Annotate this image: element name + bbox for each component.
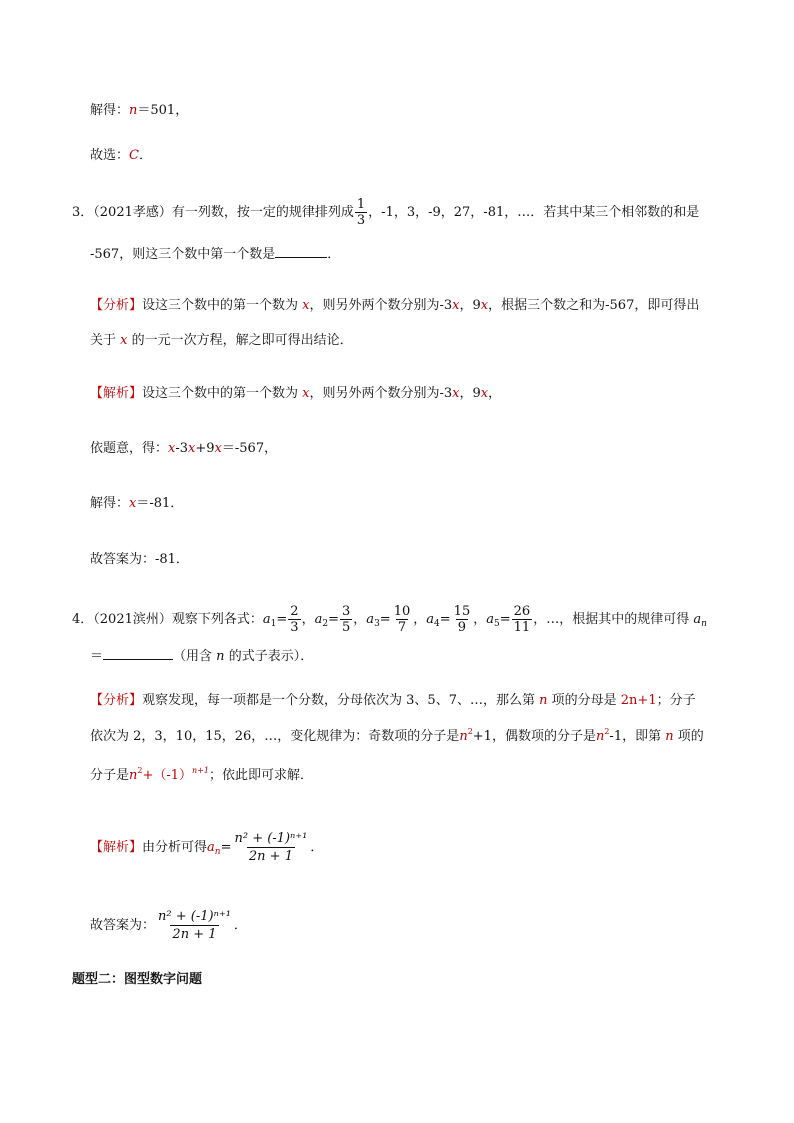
term-fraction	[452, 604, 473, 635]
fraction-denominator: 11	[513, 620, 531, 635]
solution-tag: 【解析】	[90, 840, 143, 855]
q4-analysis-line1: 【分析】观察发现，每一项都是一个分数，分母依次为 3、5、7、…，那么第 n 项的分母是 2n+1；分子	[90, 693, 696, 708]
term-fraction	[288, 604, 300, 635]
term-separator: ，	[353, 612, 367, 627]
analysis-tag: 【分析】	[90, 693, 143, 708]
fraction-denominator: 7	[397, 620, 407, 635]
question-3-stem: 3．（2021孝感）有一列数，按一定的规律排列成 $\frac{1}{3}$ ，-1，3，-9，27，-81，…．若其中某三个相邻数的和是	[72, 197, 700, 228]
term-separator: ，	[473, 612, 487, 627]
sequence-term	[426, 604, 473, 635]
q3-equation-line: 依题意，得：x-3x+9x＝-567，	[90, 441, 278, 456]
sequence-term	[486, 604, 533, 635]
term-symbol: a	[314, 612, 323, 627]
q3-analysis-line2: 关于 x 的一元一次方程，解之即可得出结论．	[90, 333, 353, 348]
term-symbol: a	[262, 612, 271, 627]
term-symbol: a	[486, 612, 494, 627]
analysis-tag: 【分析】	[90, 298, 143, 313]
solution-tag: 【解析】	[90, 386, 143, 401]
term-fraction	[392, 604, 413, 635]
answer-blank	[275, 243, 327, 258]
fraction-denominator: 3	[290, 620, 299, 635]
q4-solution-line: 【解析】由分析可得$a_n=$ $\frac{\text{n² + (-1)ⁿ⁺¹}}{2n + 1}$ ．	[90, 831, 324, 864]
equals-sign: =	[499, 612, 511, 627]
answer-fraction: $\frac{\text{n² + (-1)ⁿ⁺¹}}{2n + 1}$	[158, 909, 231, 942]
fraction-numerator: 10	[393, 604, 411, 619]
term-symbol: a	[366, 612, 375, 627]
equals-sign: =	[276, 612, 288, 627]
fraction-numerator: 2	[290, 604, 299, 619]
fraction-numerator: 15	[453, 604, 471, 619]
question-4-stem: 4．（2021滨州）观察下列各式：$a_1=$ $\frac{2}{3}$ ，$a_2=$ $\frac{3}{5}$ ，$a_3=$ $\frac{10}{7}$ ，$a_4=$ $\frac{15}{9}$ ，$a_5=$ $\frac{26}{11}$ ，…，根据其中的规律可得 $a_n$	[72, 604, 707, 635]
sequence-term	[366, 604, 413, 635]
question-4-stem-line2: ＝ （用含 n 的式子表示）．	[90, 645, 313, 667]
equals-sign: =	[328, 612, 339, 627]
solve-line-top: 解得：n＝501，	[90, 103, 189, 118]
sequence-term	[262, 604, 302, 635]
equals-sign: =	[439, 612, 451, 627]
q4-analysis-line2: 依次为 2，3，10，15，26，…，变化规律为：奇数项的分子是$n^2+1$，偶数项的分子是$n^2-1$，即第 n 项的	[90, 727, 704, 744]
term-fraction	[512, 604, 533, 635]
fraction-denominator: 5	[342, 620, 351, 635]
section-title: 题型二：图型数字问题	[72, 972, 203, 987]
q4-analysis-line3: 分子是$n^2+(-1)^{n+1}$；依此即可求解．	[90, 766, 314, 783]
answer-blank	[103, 645, 173, 660]
term-separator: ，	[413, 612, 427, 627]
term-fraction	[340, 604, 352, 635]
term-subscript: 5	[494, 619, 500, 629]
fraction-numerator: 3	[342, 604, 351, 619]
q4-answer-line: 故答案为： $\frac{\text{n² + (-1)ⁿ⁺¹}}{2n + 1}$ ．	[90, 909, 247, 942]
fraction-one-third: $\frac{1}{3}$	[356, 197, 366, 228]
q3-solution-line1: 【解析】设这三个数中的第一个数为 x，则另外两个数分别为-3x，9x，	[90, 386, 502, 401]
sequence-term	[314, 604, 354, 635]
q3-analysis-line1: 【分析】设这三个数中的第一个数为 x，则另外两个数分别为-3x，9x，根据三个数之和为-567，即可得出	[90, 298, 700, 313]
fraction-numerator: 26	[513, 604, 531, 619]
term-symbol: a	[426, 612, 435, 627]
term-subscript: 2	[322, 619, 329, 629]
term-subscript: 1	[270, 619, 277, 629]
q3-solve-line: 解得：x＝-81．	[90, 496, 184, 511]
equals-sign: =	[379, 612, 391, 627]
question-3-stem-line2: -567，则这三个数中第一个数是 ．	[90, 243, 340, 265]
term-subscript: 3	[374, 619, 380, 629]
q3-answer-line: 故答案为：-81．	[90, 552, 189, 567]
choose-line: 故选：C．	[90, 148, 152, 163]
term-subscript: 4	[434, 619, 440, 629]
fraction-denominator: 9	[457, 620, 467, 635]
term-separator: ，	[301, 612, 315, 627]
sequence-terms	[262, 604, 533, 635]
general-term-fraction: $\frac{\text{n² + (-1)ⁿ⁺¹}}{2n + 1}$	[234, 831, 308, 864]
